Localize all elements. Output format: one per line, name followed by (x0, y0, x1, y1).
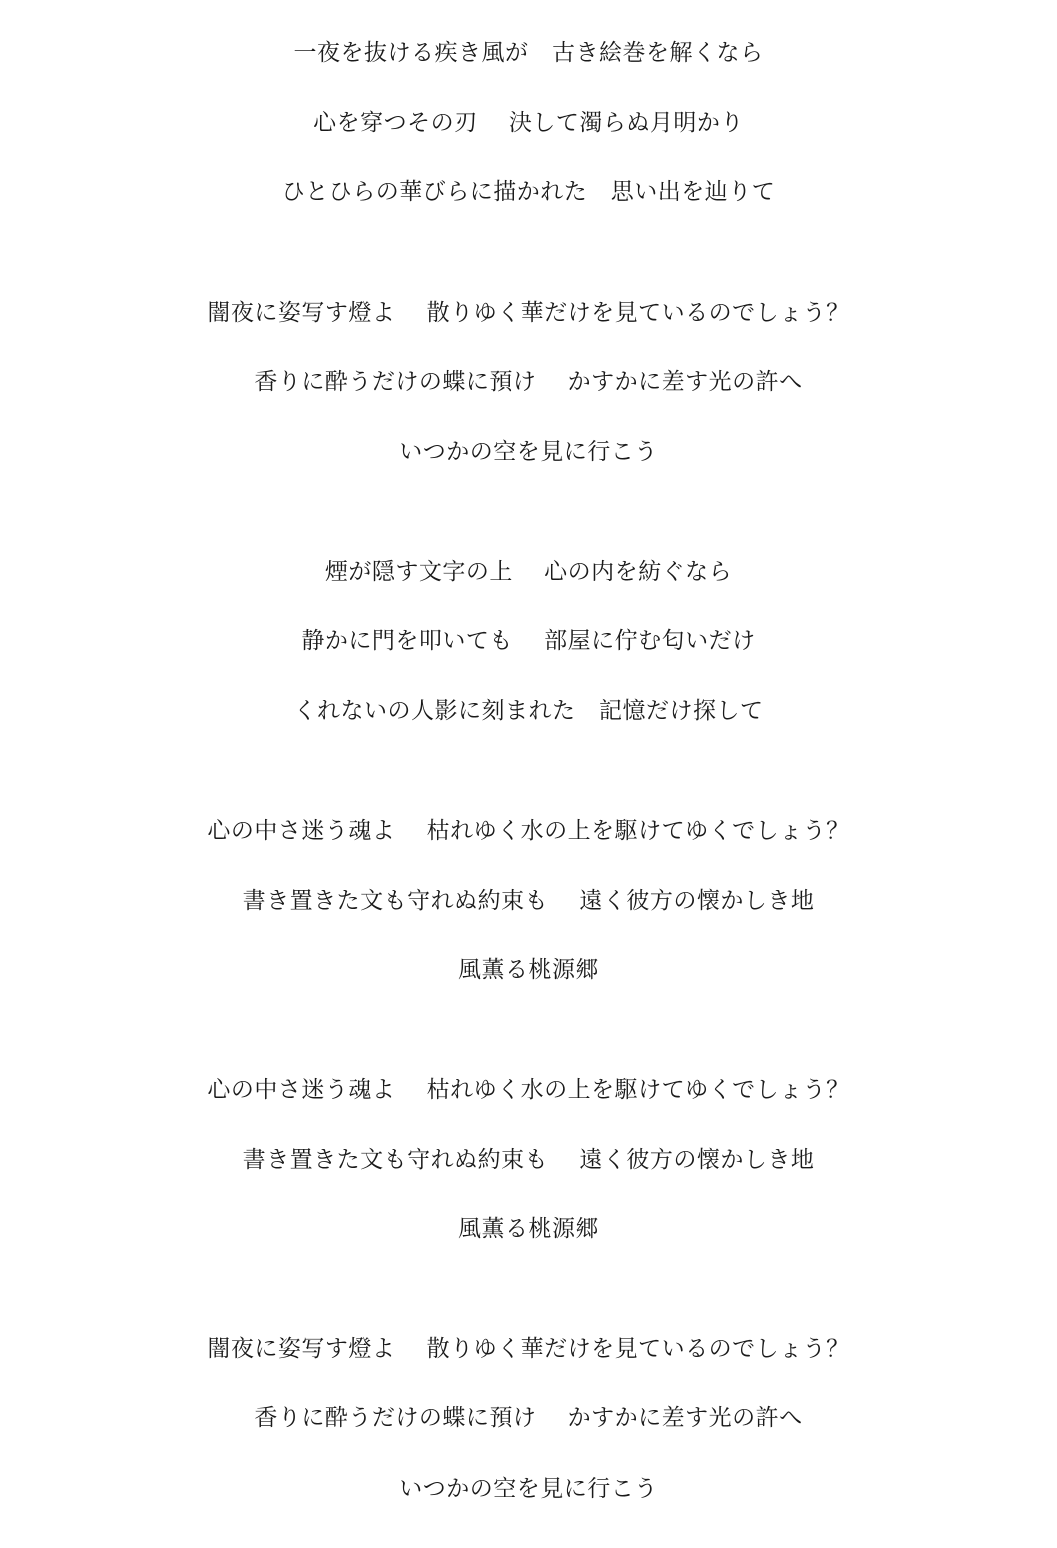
lyric-line: 静かに門を叩いても 部屋に佇む匂いだけ (301, 628, 756, 654)
lyric-line: 心の中さ迷う魂よ 枯れゆく水の上を駆けてゆくでしょう？ (207, 818, 850, 844)
lyric-line: 風薫る桃源郷 (458, 1216, 599, 1242)
lyric-line: 香りに酔うだけの蝶に預け かすかに差す光の許へ (254, 369, 803, 395)
lyric-line: くれないの人影に刻まれた 記憶だけ探して (293, 698, 764, 724)
lyric-line: 書き置きた文も守れぬ約束も 遠く彼方の懐かしき地 (242, 1147, 815, 1173)
lyric-line: 心の中さ迷う魂よ 枯れゆく水の上を駆けてゆくでしょう？ (207, 1077, 850, 1103)
lyric-line: 煙が隠す文字の上 心の内を紡ぐなら (324, 559, 733, 585)
lyric-line: いつかの空を見に行こう (399, 439, 658, 465)
lyric-line: 闇夜に姿写す燈よ 散りゆく華だけを見ているのでしょう？ (207, 300, 850, 326)
lyric-line: 香りに酔うだけの蝶に預け かすかに差す光の許へ (254, 1405, 803, 1431)
lyric-line: いつかの空を見に行こう (399, 1476, 658, 1502)
lyric-line: 書き置きた文も守れぬ約束も 遠く彼方の懐かしき地 (242, 888, 815, 914)
lyric-line: 心を穿つその刃 決して濁らぬ月明かり (313, 110, 744, 136)
lyric-line: 闇夜に姿写す燈よ 散りゆく華だけを見ているのでしょう？ (207, 1336, 850, 1362)
lyric-line: 風薫る桃源郷 (458, 957, 599, 983)
lyric-line: ひとひらの華びらに描かれた 思い出を辿りて (281, 179, 776, 205)
lyric-line: 一夜を抜ける疾き風が 古き絵巻を解くなら (293, 40, 764, 66)
